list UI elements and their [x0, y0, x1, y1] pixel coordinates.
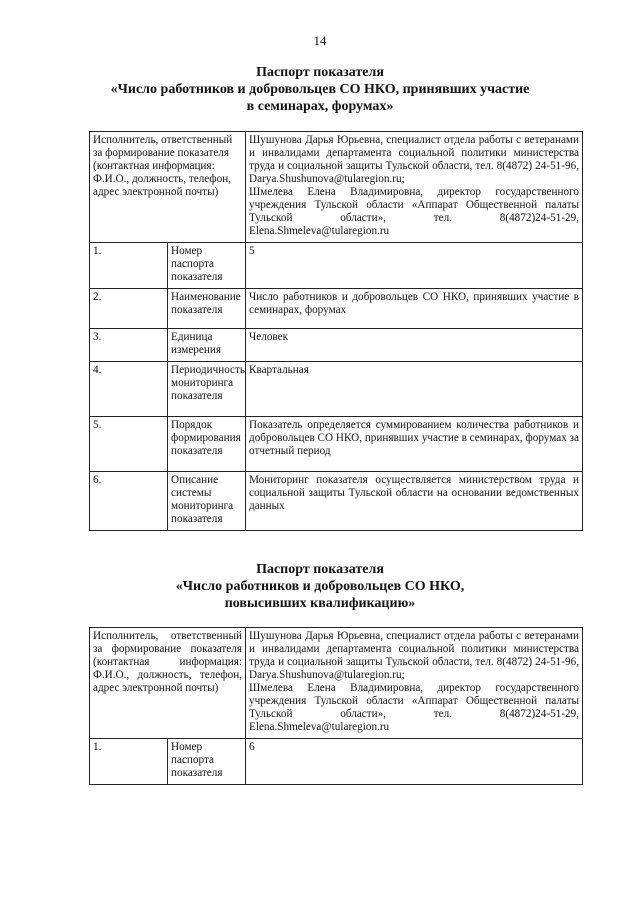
row-label: Периодичность мониторинга показателя — [168, 362, 246, 417]
row-value: Число работников и добровольцев СО НКО, принявших участие в семинарах, форумах — [246, 289, 583, 329]
passport1-executor-row — [90, 132, 583, 243]
row-value: Показатель определяется суммированием количества работников и добровольцев СО НКО, принявших участие в семинарах, форумах за отчетный период — [246, 417, 583, 472]
row-value: 5 — [246, 243, 583, 289]
passport1-executor-value-1: Шушунова Дарья Юрьевна, специалист отдела работы с ветеранами и инвалидами департамента социальной политики министерства труда и социальной защиты Тульской области, тел. 8(4872) 24-51-96, Darya.Shushunova@tularegion.ru; — [249, 134, 579, 185]
row-value: 6 — [246, 739, 583, 785]
row-value: Человек — [246, 329, 583, 362]
row-label: Номер паспорта показателя — [168, 243, 246, 289]
passport1-title-line1: Паспорт показателя — [256, 65, 384, 80]
table-row — [90, 362, 583, 417]
passport1-title-line3: в семинарах, форумах» — [246, 99, 394, 114]
row-value: Мониторинг показателя осуществляется министерством труда и социальной защиты Тульской области на основании ведомственных данных — [246, 472, 583, 531]
row-number: 5. — [90, 417, 168, 472]
table-row — [90, 739, 583, 785]
table-row — [90, 289, 583, 329]
passport2-executor-row — [90, 628, 583, 739]
row-label: Номер паспорта показателя — [168, 739, 246, 785]
table-row — [90, 329, 583, 362]
passport2-title-line1: Паспорт показателя — [256, 562, 384, 577]
table-row — [90, 243, 583, 289]
passport1-title — [0, 64, 640, 115]
passport2-title-line2: «Число работников и добровольцев СО НКО, — [175, 579, 465, 594]
passport1-executor-label: Исполнитель, ответственный за формирование показателя (контактная информация: Ф.И.О., должность, телефон, адрес электронной почты) — [90, 132, 246, 243]
passport2-executor-value — [246, 628, 583, 739]
row-number: 2. — [90, 289, 168, 329]
passport1-executor-value — [246, 132, 583, 243]
row-number: 3. — [90, 329, 168, 362]
passport1-title-line2: «Число работников и добровольцев СО НКО, принявших участие — [110, 82, 530, 97]
passport2-title — [0, 561, 640, 612]
passport2-executor-value-1: Шушунова Дарья Юрьевна, специалист отдела работы с ветеранами и инвалидами департамента социальной политики министерства труда и социальной защиты Тульской области, тел. 8(4872) 24-51-96, Darya.Shushunova@tularegion.ru; — [249, 630, 579, 681]
passport2-table — [89, 627, 583, 785]
row-label: Наименование показателя — [168, 289, 246, 329]
table-row — [90, 472, 583, 531]
row-number: 1. — [90, 243, 168, 289]
row-number: 4. — [90, 362, 168, 417]
passport2-title-line3: повысивших квалификацию» — [224, 596, 416, 611]
row-label: Описание системы мониторинга показателя — [168, 472, 246, 531]
row-label: Единица измерения — [168, 329, 246, 362]
passport1-executor-value-2: Шмелева Елена Владимировна, директор государственного учреждения Тульской области «Аппарат Общественной палаты Тульской области», тел. 8(4872)24-51-29, Elena.Shmeleva@tularegion.ru — [249, 186, 579, 237]
row-label: Порядок формирования показателя — [168, 417, 246, 472]
table-row — [90, 417, 583, 472]
passport2-executor-label: Исполнитель, ответственный за формирование показателя (контактная информация: Ф.И.О., должность, телефон, адрес электронной почты) — [90, 628, 246, 739]
row-number: 6. — [90, 472, 168, 531]
row-value: Квартальная — [246, 362, 583, 417]
passport1-table — [89, 131, 583, 531]
row-number: 1. — [90, 739, 168, 785]
passport2-executor-value-2: Шмелева Елена Владимировна, директор государственного учреждения Тульской области «Аппарат Общественной палаты Тульской области», тел. 8(4872)24-51-29, Elena.Shmeleva@tularegion.ru — [249, 682, 579, 733]
page-number: 14 — [313, 33, 327, 48]
